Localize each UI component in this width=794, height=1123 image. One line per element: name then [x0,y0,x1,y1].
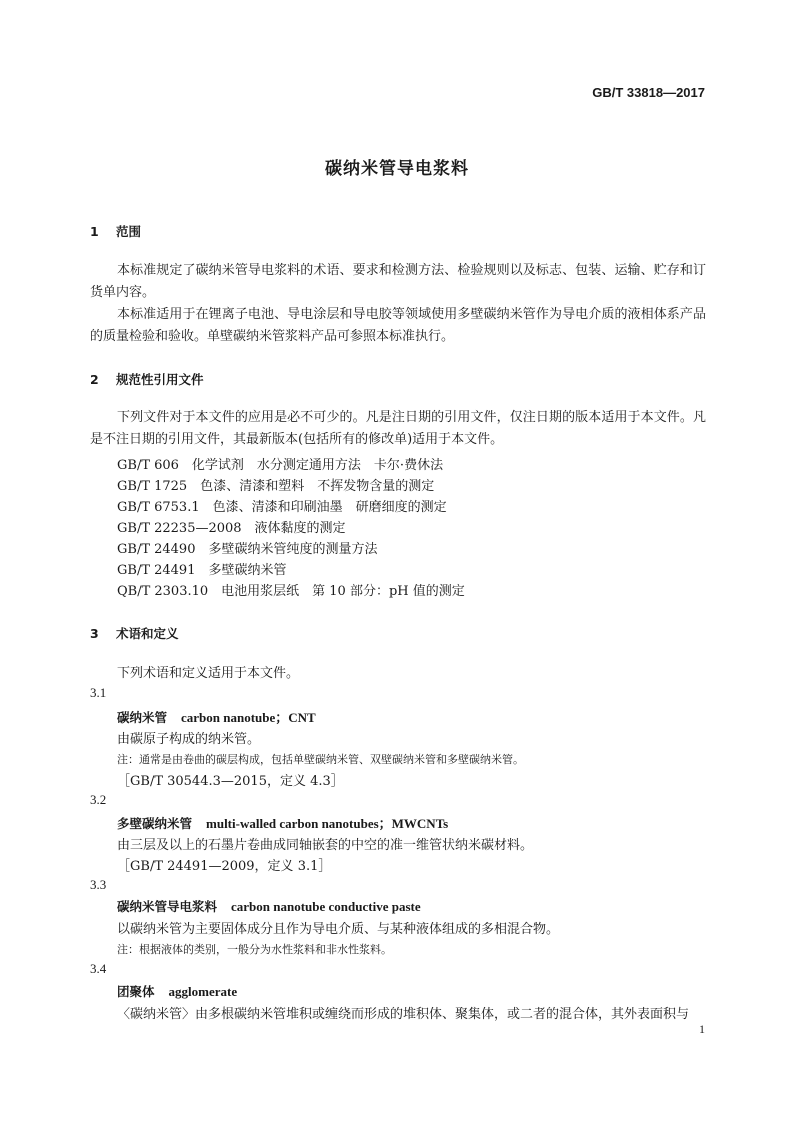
document-title: 碳纳米管导电浆料 [325,159,469,179]
clause-number: 3.3 [90,877,107,892]
clause-number: 3.4 [90,961,107,976]
term-en: multi-walled carbon nanotubes；MWCNTs [206,816,449,831]
term-source: ［GB/T 24491—2009，定义 3.1］ [117,859,332,874]
section-heading-scope [90,222,141,240]
term-definition: 〈碳纳米管〉由多根碳纳米管堆积或缠绕而形成的堆积体、聚集体，或二者的混合体，其外表面积与 [117,1007,690,1022]
references-intro: 下列文件对于本文件的应用是必不可少的。凡是注日期的引用文件，仅注日期的版本适用于本文件。凡是不注日期的引用文件，其最新版本(包括所有的修改单)适用于本文件。 [90,410,706,447]
clause-number: 3.1 [90,685,107,700]
reference-item: GB/T 24491 多壁碳纳米管 [117,563,287,578]
term-entry [117,813,448,832]
term-source: ［GB/T 30544.3—2015，定义 4.3］ [117,774,344,789]
scope-paragraph-2: 本标准适用于在锂离子电池、导电涂层和导电胶等领域使用多壁碳纳米管作为导电介质的液相体系产品的质量检验和验收。单壁碳纳米管浆料产品可参照本标准执行。 [90,307,706,344]
section-title: 范围 [116,224,142,239]
term-entry [117,707,316,726]
term-en: carbon nanotube；CNT [181,710,316,725]
section-title: 术语和定义 [116,626,179,641]
term-zh: 碳纳米管 [117,710,168,725]
section-heading-references [90,370,204,388]
reference-item: GB/T 6753.1 色漆、清漆和印刷油墨 研磨细度的测定 [117,500,447,515]
term-zh: 多壁碳纳米管 [117,816,193,831]
reference-item: GB/T 1725 色漆、清漆和塑料 不挥发物含量的测定 [117,479,435,494]
terms-intro: 下列术语和定义适用于本文件。 [117,666,300,681]
term-en: carbon nanotube conductive paste [231,899,421,914]
term-zh: 团聚体 [117,984,155,999]
term-entry [117,982,237,1000]
section-title: 规范性引用文件 [116,372,204,387]
term-entry [117,897,421,915]
term-definition: 由三层及以上的石墨片卷曲成同轴嵌套的中空的准一维管状纳米碳材料。 [117,838,534,853]
term-definition: 由碳原子构成的纳米管。 [117,732,261,747]
scope-paragraph-1: 本标准规定了碳纳米管导电浆料的术语、要求和检测方法、检验规则以及标志、包装、运输、贮存和订货单内容。 [90,263,706,300]
term-definition: 以碳纳米管为主要固体成分且作为导电介质、与某种液体组成的多相混合物。 [117,922,560,937]
term-zh: 碳纳米管导电浆料 [117,899,218,914]
page-number: 1 [699,1022,705,1036]
reference-item: GB/T 24490 多壁碳纳米管纯度的测量方法 [117,542,378,557]
section-number: 2 [90,372,99,387]
term-note: 注：根据液体的类别，一般分为水性浆料和非水性浆料。 [117,943,392,956]
section-number: 1 [90,224,99,239]
standard-code: GB/T 33818—2017 [592,85,705,100]
term-note: 注：通常是由卷曲的碳层构成，包括单壁碳纳米管、双壁碳纳米管和多壁碳纳米管。 [117,753,524,766]
reference-item: GB/T 22235—2008 液体黏度的测定 [117,521,346,536]
reference-item: QB/T 2303.10 电池用浆层纸 第 10 部分：pH 值的测定 [117,584,465,599]
term-en: agglomerate [168,984,238,999]
clause-number: 3.2 [90,792,107,807]
section-number: 3 [90,626,99,641]
section-heading-terms [90,624,179,642]
reference-item: GB/T 606 化学试剂 水分测定通用方法 卡尔·费休法 [117,458,444,473]
